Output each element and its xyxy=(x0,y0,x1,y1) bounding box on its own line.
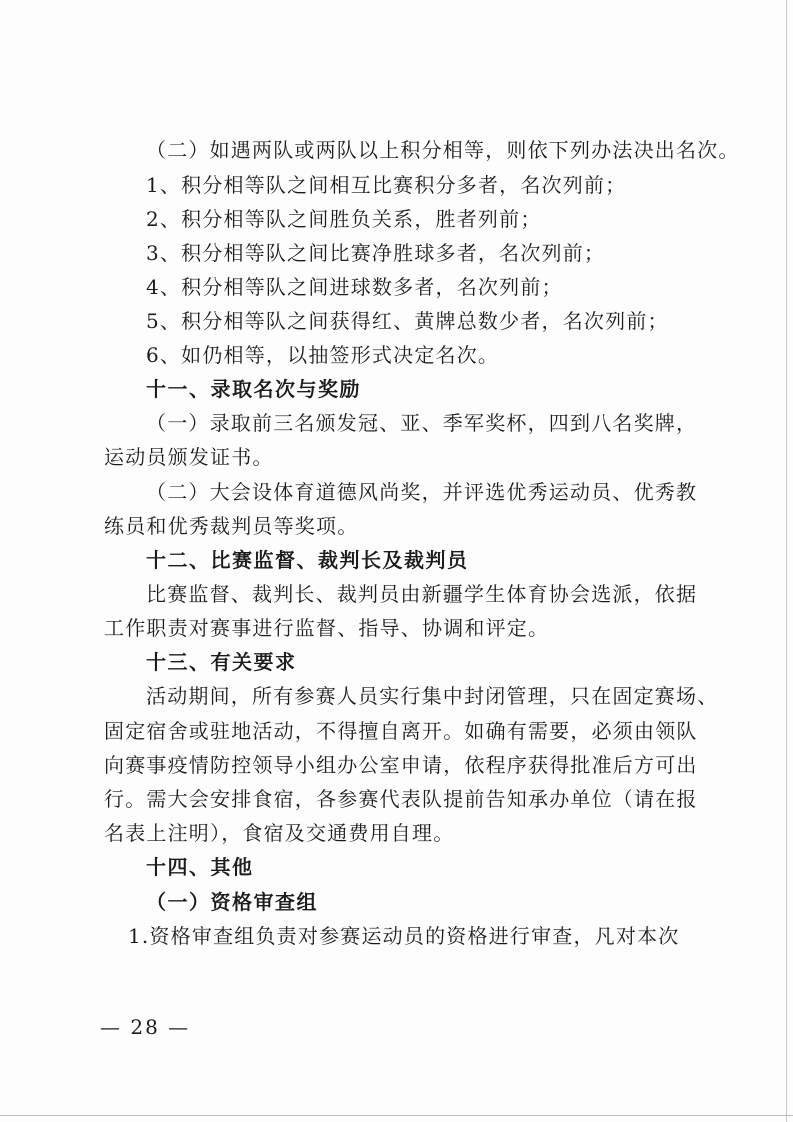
paragraph-requirements-line-1: 活动期间，所有参赛人员实行集中封闭管理，只在固定赛场、 xyxy=(146,684,719,708)
paragraph-supervision-line-2: 工作职责对赛事进行监督、指导、协调和评定。 xyxy=(104,616,550,640)
paragraph-supervision-line-1: 比赛监督、裁判长、裁判员由新疆学生体育协会选派，依据 xyxy=(146,582,698,606)
section-heading-12: 十二、比赛监督、裁判长及裁判员 xyxy=(146,548,469,572)
page-edge-bottom xyxy=(0,1115,793,1116)
paragraph-awards-1-line-1: （一）录取前三名颁发冠、亚、季军奖杯，四到八名奖牌， xyxy=(146,411,698,435)
list-item-rule-3: 3、积分相等队之间比赛净胜球多者，名次列前； xyxy=(146,241,606,265)
paragraph-requirements-line-2: 固定宿舍或驻地活动，不得擅自离开。如确有需要，必须由领队 xyxy=(104,719,698,743)
paragraph-awards-2-line-1: （二）大会设体育道德风尚奖，并评选优秀运动员、优秀教 xyxy=(146,480,698,504)
paragraph-awards-1-line-2: 运动员颁发证书。 xyxy=(104,445,274,469)
section-heading-14: 十四、其他 xyxy=(146,855,254,879)
paragraph-requirements-line-5: 名表上注明），食宿及交通费用自理。 xyxy=(104,821,455,845)
list-item-rule-2: 2、积分相等队之间胜负关系，胜者列前； xyxy=(146,207,542,231)
page-edge-right xyxy=(786,0,787,1122)
list-item-rule-4: 4、积分相等队之间进球数多者，名次列前； xyxy=(146,275,563,299)
paragraph-requirements-line-3: 向赛事疫情防控领导小组办公室申请，依程序获得批准后方可出 xyxy=(104,753,698,777)
section-heading-13: 十三、有关要求 xyxy=(146,650,297,674)
paragraph-requirements-line-4: 行。需大会安排食宿，各参赛代表队提前告知承办单位（请在报 xyxy=(104,787,698,811)
paragraph-awards-2-line-2: 练员和优秀裁判员等奖项。 xyxy=(104,514,359,538)
subsection-heading-qualification: （一）资格审查组 xyxy=(146,890,318,914)
list-item-rule-6: 6、如仍相等，以抽签形式决定名次。 xyxy=(146,343,500,367)
paragraph-tie-rules-intro: （二）如遇两队或两队以上积分相等，则依下列办法决出名次。 xyxy=(146,138,740,162)
page-number: — 28 — xyxy=(100,1015,191,1039)
section-heading-11: 十一、录取名次与奖励 xyxy=(146,377,361,401)
list-item-rule-1: 1、积分相等队之间相互比赛积分多者，名次列前； xyxy=(146,173,627,197)
paragraph-qualification-line-1: 1.资格审查组负责对参赛运动员的资格进行审查，凡对本次 xyxy=(128,924,680,948)
list-item-rule-5: 5、积分相等队之间获得红、黄牌总数少者，名次列前； xyxy=(146,309,669,333)
